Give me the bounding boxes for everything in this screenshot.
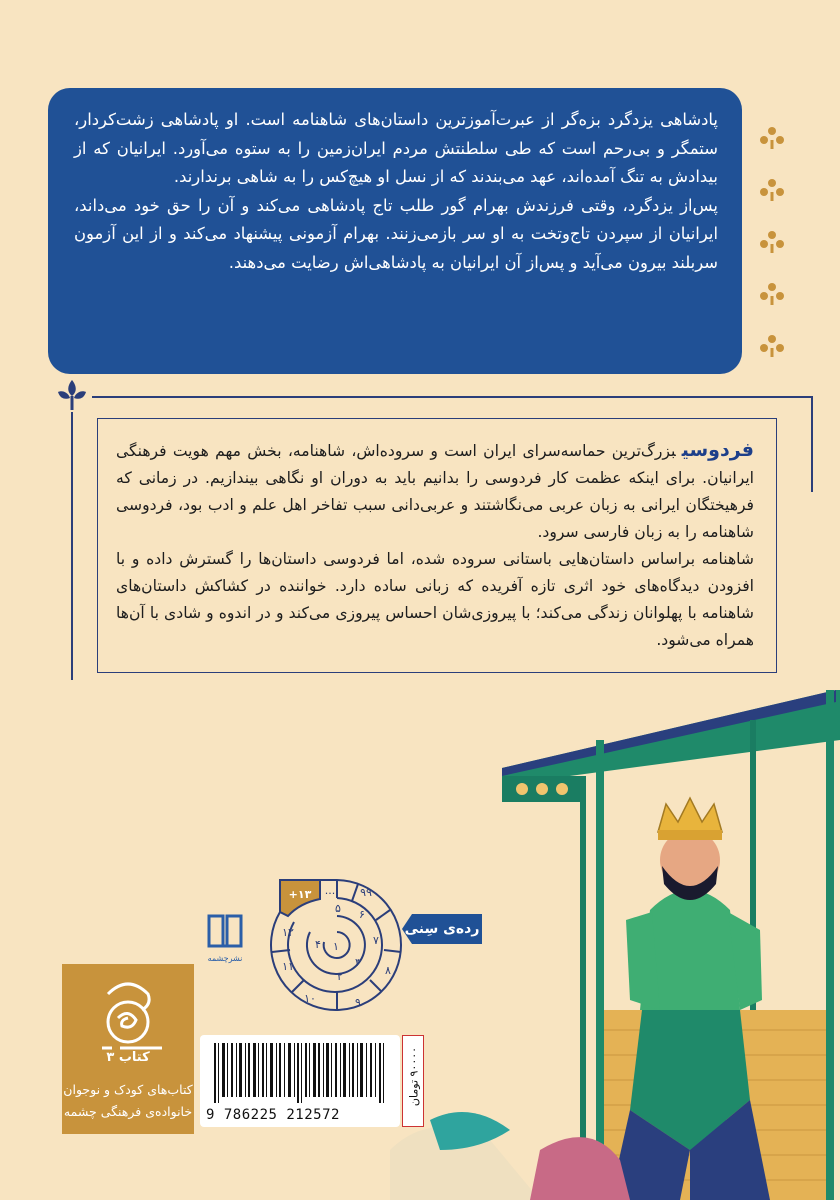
age-badge: [402, 914, 482, 944]
age-label-6: ۶: [359, 908, 365, 921]
age-wheel: [262, 870, 412, 1020]
summary-paragraph-2: پس‌از یزدگرد، وقتی فرزندش بهرام گور طلب تاج پادشاهی می‌کند و آن را حق خود می‌داند، ایرانیان از سپردن تاج‌وتخت به او سر بازمی‌زنند. بهرام آزمونی پیشنهاد می‌کند و از این آزمون سربلند بیرون می‌آید و پس‌از آن ایرانیان به پادشاهی‌اش رضایت می‌دهند.: [74, 195, 718, 272]
age-label-99: ۹۹: [360, 886, 372, 899]
age-label-dots: ...: [324, 884, 336, 897]
age-label-12: ۱۲: [282, 926, 294, 939]
age-badge-label: رده‌ی سِنی: [404, 921, 480, 937]
fleur-ornament-icon: [52, 376, 92, 416]
about-paragraph-2: شاهنامه براساس داستان‌هایی باستانی سروده شده، اما فردوسی داستان‌ها را گسترش داده و با افزودن دیدگاه‌های خود اثری تازه آفریده که زبانی ساده دارد. خواننده در کشاکش داستان‌های شاهنامه با پهلوانان زندگی می‌کند؛ با پیروزی‌شان احساس پیروزی می‌کند و در اندوه و شادی با آن‌ها همراه می‌شود.: [116, 550, 754, 649]
barcode-number: 9 786225 212572: [206, 1107, 340, 1123]
age-label-1: ۱: [333, 940, 339, 953]
summary-box: [48, 88, 742, 374]
cheshmeh-label: نشرچشمه: [207, 954, 243, 963]
summary-paragraph-1: پادشاهی یزدگرد بزه‌گر از عبرت‌آموزترین داستان‌های شاهنامه است. او پادشاهی زشت‌کردار، ستمگر و بی‌رحم است که طی سلطنتش مردم ایران‌زمین را به ستوه می‌آورد. ایرانیان که از بیدادش به تنگ آمده‌اند، عهد می‌بندند که از نسل او هیچ‌کس را به شاهی برندارند.: [74, 110, 718, 186]
frame-line-vertical: [71, 412, 73, 680]
age-label-10: ۱۰: [304, 992, 316, 1005]
age-label-9: ۹: [355, 996, 361, 1009]
age-label-2: ۲: [337, 970, 343, 983]
cheshmeh-book-icon: [203, 910, 247, 952]
age-label-4: ۴: [315, 938, 321, 951]
barcode: [200, 1035, 400, 1127]
about-ferdowsi-box: [97, 418, 777, 673]
barcode-bars: [200, 1035, 400, 1105]
price-box: [402, 1035, 424, 1127]
about-paragraph-1: [116, 437, 754, 546]
fleur-ornament-column-icon: [752, 124, 792, 360]
age-label-11: ۱۱: [282, 960, 294, 973]
logo-kitab-text: کتاب ۳: [106, 1050, 150, 1065]
cheshmeh-mark: [203, 910, 247, 972]
price-text: ۹۰۰۰۰ تومان: [407, 1046, 421, 1107]
logo-line-1: کتاب‌های کودک و نوجوان: [63, 1082, 193, 1097]
age-label-8: ۸: [385, 964, 391, 977]
ferdowsi-heading: فردوسی: [681, 439, 754, 461]
publisher-logo-box: [62, 964, 194, 1134]
age-label-highlight: +۱۳: [288, 888, 312, 901]
frame-line-top: [92, 396, 812, 398]
age-label-7: ۷: [373, 934, 379, 947]
frame-line-right: [811, 396, 813, 492]
about-paragraph-1-text: بزرگ‌ترین حماسه‌سرای ایران است و سروده‌اش، شاهنامه، بخش مهم هویت فرهنگی ایرانیان. برای اینکه عظمت کار فردوسی را بدانیم باید به دوران او نگاهی بیندازیم. در زمانی که فرهیختگان ایرانی به زبان عربی می‌نگاشتند و عربی‌دانی سبب تفاخر اهل علم و ادب بود، فردوسی شاهنامه را به زبان فارسی سرود.: [116, 442, 754, 541]
logo-line-2: خانواده‌ی فرهنگی چشمه: [63, 1104, 193, 1119]
age-label-3: ۳: [355, 956, 361, 969]
age-label-5: ۵: [335, 902, 341, 915]
